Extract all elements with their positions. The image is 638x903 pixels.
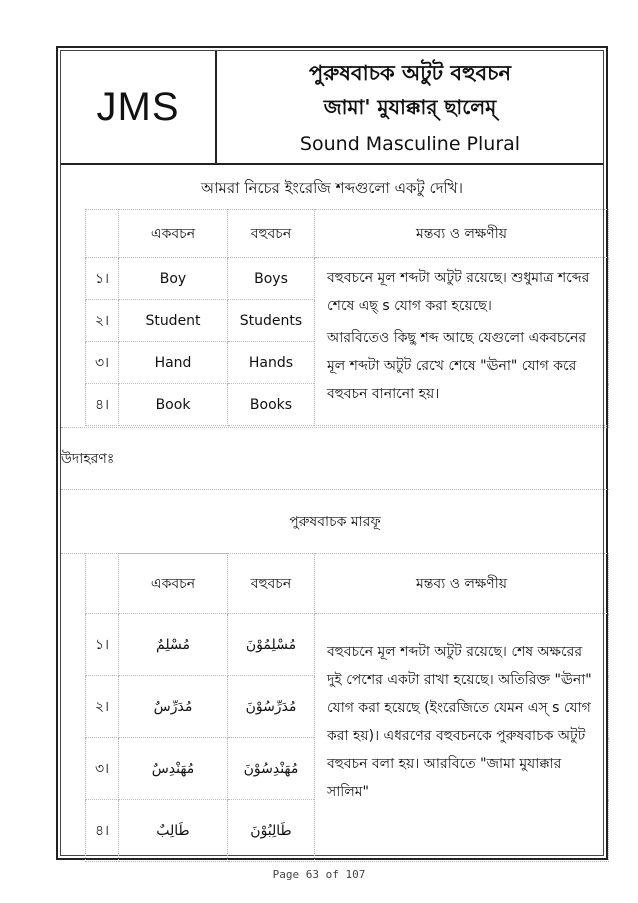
- section-title-row: [61, 490, 609, 554]
- table-header-row: [86, 210, 609, 258]
- header-plural: বহুবচন: [228, 210, 315, 258]
- singular-word: Boy: [119, 258, 228, 300]
- row-number: ৪।: [86, 800, 119, 862]
- singular-word: مُدَرِّسٌ: [119, 676, 228, 738]
- plural-word: Hands: [228, 342, 315, 384]
- row-number: ২।: [86, 676, 119, 738]
- singular-word: Hand: [119, 342, 228, 384]
- row-number: ২।: [86, 300, 119, 342]
- header-num-cell: [86, 554, 119, 614]
- example-label: উদাহরণঃ: [61, 428, 609, 490]
- table-row: [86, 258, 609, 300]
- table-header-row: [86, 554, 609, 614]
- row-number: ৪।: [86, 384, 119, 426]
- example-label-row: [61, 428, 609, 490]
- row-number: ১।: [86, 614, 119, 676]
- notes-cell: [315, 258, 609, 426]
- example-section: [61, 427, 609, 554]
- plural-word: طَالِبُوْنَ: [228, 800, 315, 862]
- title-block: [217, 51, 603, 163]
- header-notes: মন্তব্য ও লক্ষণীয়: [315, 210, 609, 258]
- title-transliteration: জামা' মুযাক্কার্ ছালেম্: [323, 95, 497, 119]
- row-number: ৩।: [86, 342, 119, 384]
- plural-word: Boys: [228, 258, 315, 300]
- page-footer: Page 63 of 107: [272, 868, 366, 881]
- arabic-examples-table: [85, 553, 609, 862]
- singular-word: مُهَنْدِسٌ: [119, 738, 228, 800]
- title-english: Sound Masculine Plural: [299, 133, 521, 155]
- plural-word: مُسْلِمُوْنَ: [228, 614, 315, 676]
- logo: JMS: [61, 51, 217, 163]
- singular-word: طَالِبٌ: [119, 800, 228, 862]
- page-frame: [56, 46, 608, 860]
- singular-word: Book: [119, 384, 228, 426]
- plural-word: مُهَنْدِسُوْنَ: [228, 738, 315, 800]
- singular-word: مُسْلِمٌ: [119, 614, 228, 676]
- header-notes: মন্তব্য ও লক্ষণীয়: [315, 554, 609, 614]
- row-number: ১।: [86, 258, 119, 300]
- header-singular: একবচন: [119, 554, 228, 614]
- header-num-cell: [86, 210, 119, 258]
- page-inner-border: [60, 50, 604, 856]
- header-singular: একবচন: [119, 210, 228, 258]
- section-title: পুরুষবাচক মারফূ: [61, 490, 609, 554]
- row-number: ৩।: [86, 738, 119, 800]
- table-row: [86, 614, 609, 676]
- plural-word: Books: [228, 384, 315, 426]
- plural-word: مُدَرِّسُوْنَ: [228, 676, 315, 738]
- title-bengali: পুরুষবাচক অটুট বহুবচন: [308, 61, 512, 85]
- note-paragraph: বহুবচনে মূল শব্দটা অটুট রয়েছে। শুধুমাত্র শব্দের শেষে এছ্ s যোগ করা হয়েছে।: [327, 270, 590, 314]
- note-paragraph: আরবিতেও কিছু শব্দ আছে যেগুলো একবচনের মূল শব্দটা অটুট রেখে শেষে "ঊনা" যোগ করে বহুবচন বানানো হয়।: [327, 330, 587, 402]
- singular-word: Student: [119, 300, 228, 342]
- plural-word: Students: [228, 300, 315, 342]
- english-examples-table: [85, 209, 609, 426]
- header-box: [61, 51, 603, 165]
- intro-text: আমরা নিচের ইংরেজি শব্দগুলো একটু দেখি।: [201, 179, 463, 197]
- header-plural: বহুবচন: [228, 554, 315, 614]
- notes-cell: বহুবচনে মূল শব্দটা অটুট রয়েছে। শেষ অক্ষরের দুই পেশের একটা রাখা হয়েছে। অতিরিক্ত "ঊনা" যোগ করা হয়েছে (ইংরেজিতে যেমন এস্ s যোগ করা হয়)। এধরণের বহুবচনকে পুরুষবাচক অটুট বহুবচন বলা হয়। আরবিতে "জামা মুযাক্কার সালিম": [315, 614, 609, 862]
